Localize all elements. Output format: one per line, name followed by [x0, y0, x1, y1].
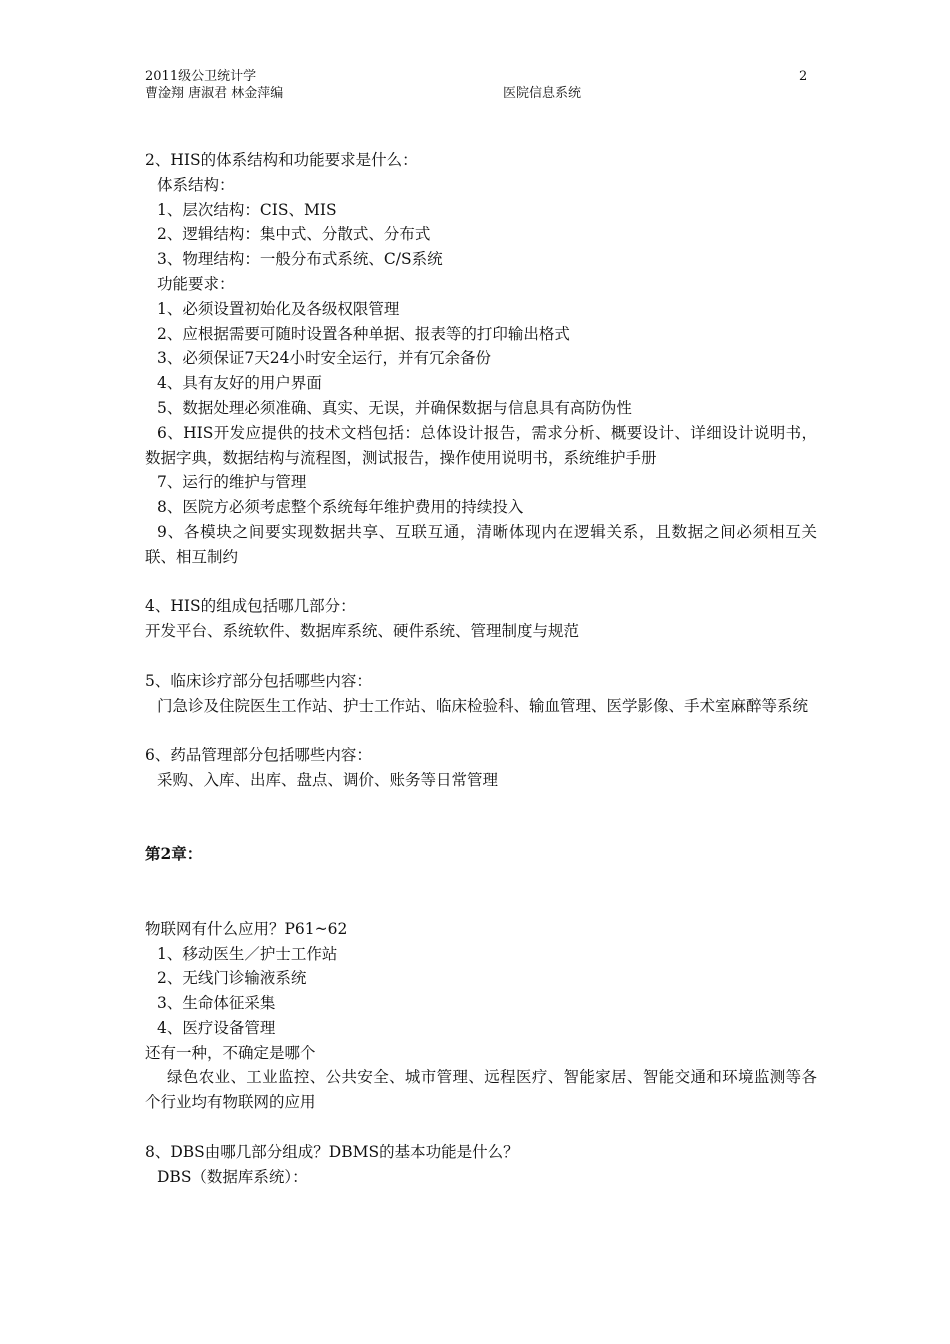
q8-question: 8、DBS由哪几部分组成？DBMS的基本功能是什么？ — [145, 1142, 519, 1161]
iot-paragraph: 绿色农业、工业监控、公共安全、城市管理、远程医疗、智能家居、智能交通和环境监测等各个行业均有物联网的应用 — [145, 1068, 817, 1112]
q2-func-item: 3、必须保证7天24小时安全运行，并有冗余备份 — [157, 349, 491, 368]
header-course: 2011级公卫统计学 — [145, 69, 257, 84]
q2-func-item: 4、具有友好的用户界面 — [157, 374, 322, 393]
iot-item: 3、生命体征采集 — [157, 994, 276, 1013]
q2-func-item: 8、医院方必须考虑整个系统每年维护费用的持续投入 — [157, 498, 524, 517]
iot-item: 1、移动医生／护士工作站 — [157, 944, 338, 963]
iot-item: 2、无线门诊输液系统 — [157, 969, 307, 988]
q6-question: 6、药品管理部分包括哪些内容： — [145, 746, 372, 765]
iot-item: 4、医疗设备管理 — [157, 1018, 276, 1037]
q2-question: 2、HIS的体系结构和功能要求是什么： — [145, 151, 418, 169]
header-authors: 曹淦翔 唐淑君 林金萍编 — [145, 86, 284, 101]
q2-arch-item: 1、层次结构：CIS、MIS — [157, 200, 337, 219]
q2-func-item: 5、数据处理必须准确、真实、无误，并确保数据与信息具有高防伪性 — [157, 398, 632, 417]
q4-answer: 开发平台、系统软件、数据库系统、硬件系统、管理制度与规范 — [145, 622, 580, 641]
header-title: 医院信息系统 — [503, 86, 582, 101]
page-number: 2 — [799, 69, 808, 84]
q2-func-item: 7、运行的维护与管理 — [157, 473, 307, 492]
q2-func-item: 9、各模块之间要实现数据共享、互联互通，清晰体现内在逻辑关系，且数据之间必须相互关联、相互制约 — [145, 522, 817, 566]
q2-arch-item: 3、物理结构：一般分布式系统、C/S系统 — [157, 250, 443, 269]
q2-arch-title: 体系结构： — [157, 175, 235, 194]
q2-func-item: 1、必须设置初始化及各级权限管理 — [157, 299, 400, 318]
q4-question: 4、HIS的组成包括哪几部分： — [145, 597, 356, 616]
q5-answer: 门急诊及住院医生工作站、护士工作站、临床检验科、输血管理、医学影像、手术室麻醉等系统 — [157, 696, 809, 715]
q2-func-title: 功能要求： — [157, 274, 235, 293]
q2-func-item: 2、应根据需要可随时设置各种单据、报表等的打印输出格式 — [157, 324, 570, 343]
q8-sub: DBS（数据库系统）： — [157, 1167, 308, 1186]
chapter-title: 第2章： — [145, 844, 203, 864]
q5-question: 5、临床诊疗部分包括哪些内容： — [145, 671, 372, 690]
iot-note: 还有一种，不确定是哪个 — [145, 1043, 316, 1062]
document-body — [145, 148, 817, 1189]
iot-question: 物联网有什么应用？P61~62 — [145, 919, 348, 938]
q2-arch-item: 2、逻辑结构：集中式、分散式、分布式 — [157, 225, 431, 244]
q6-answer: 采购、入库、出库、盘点、调价、账务等日常管理 — [157, 770, 499, 789]
q2-func-item: 6、HIS开发应提供的技术文档包括：总体设计报告，需求分析、概要设计、详细设计说明书，数据字典，数据结构与流程图，测试报告，操作使用说明书，系统维护手册 — [145, 423, 817, 467]
